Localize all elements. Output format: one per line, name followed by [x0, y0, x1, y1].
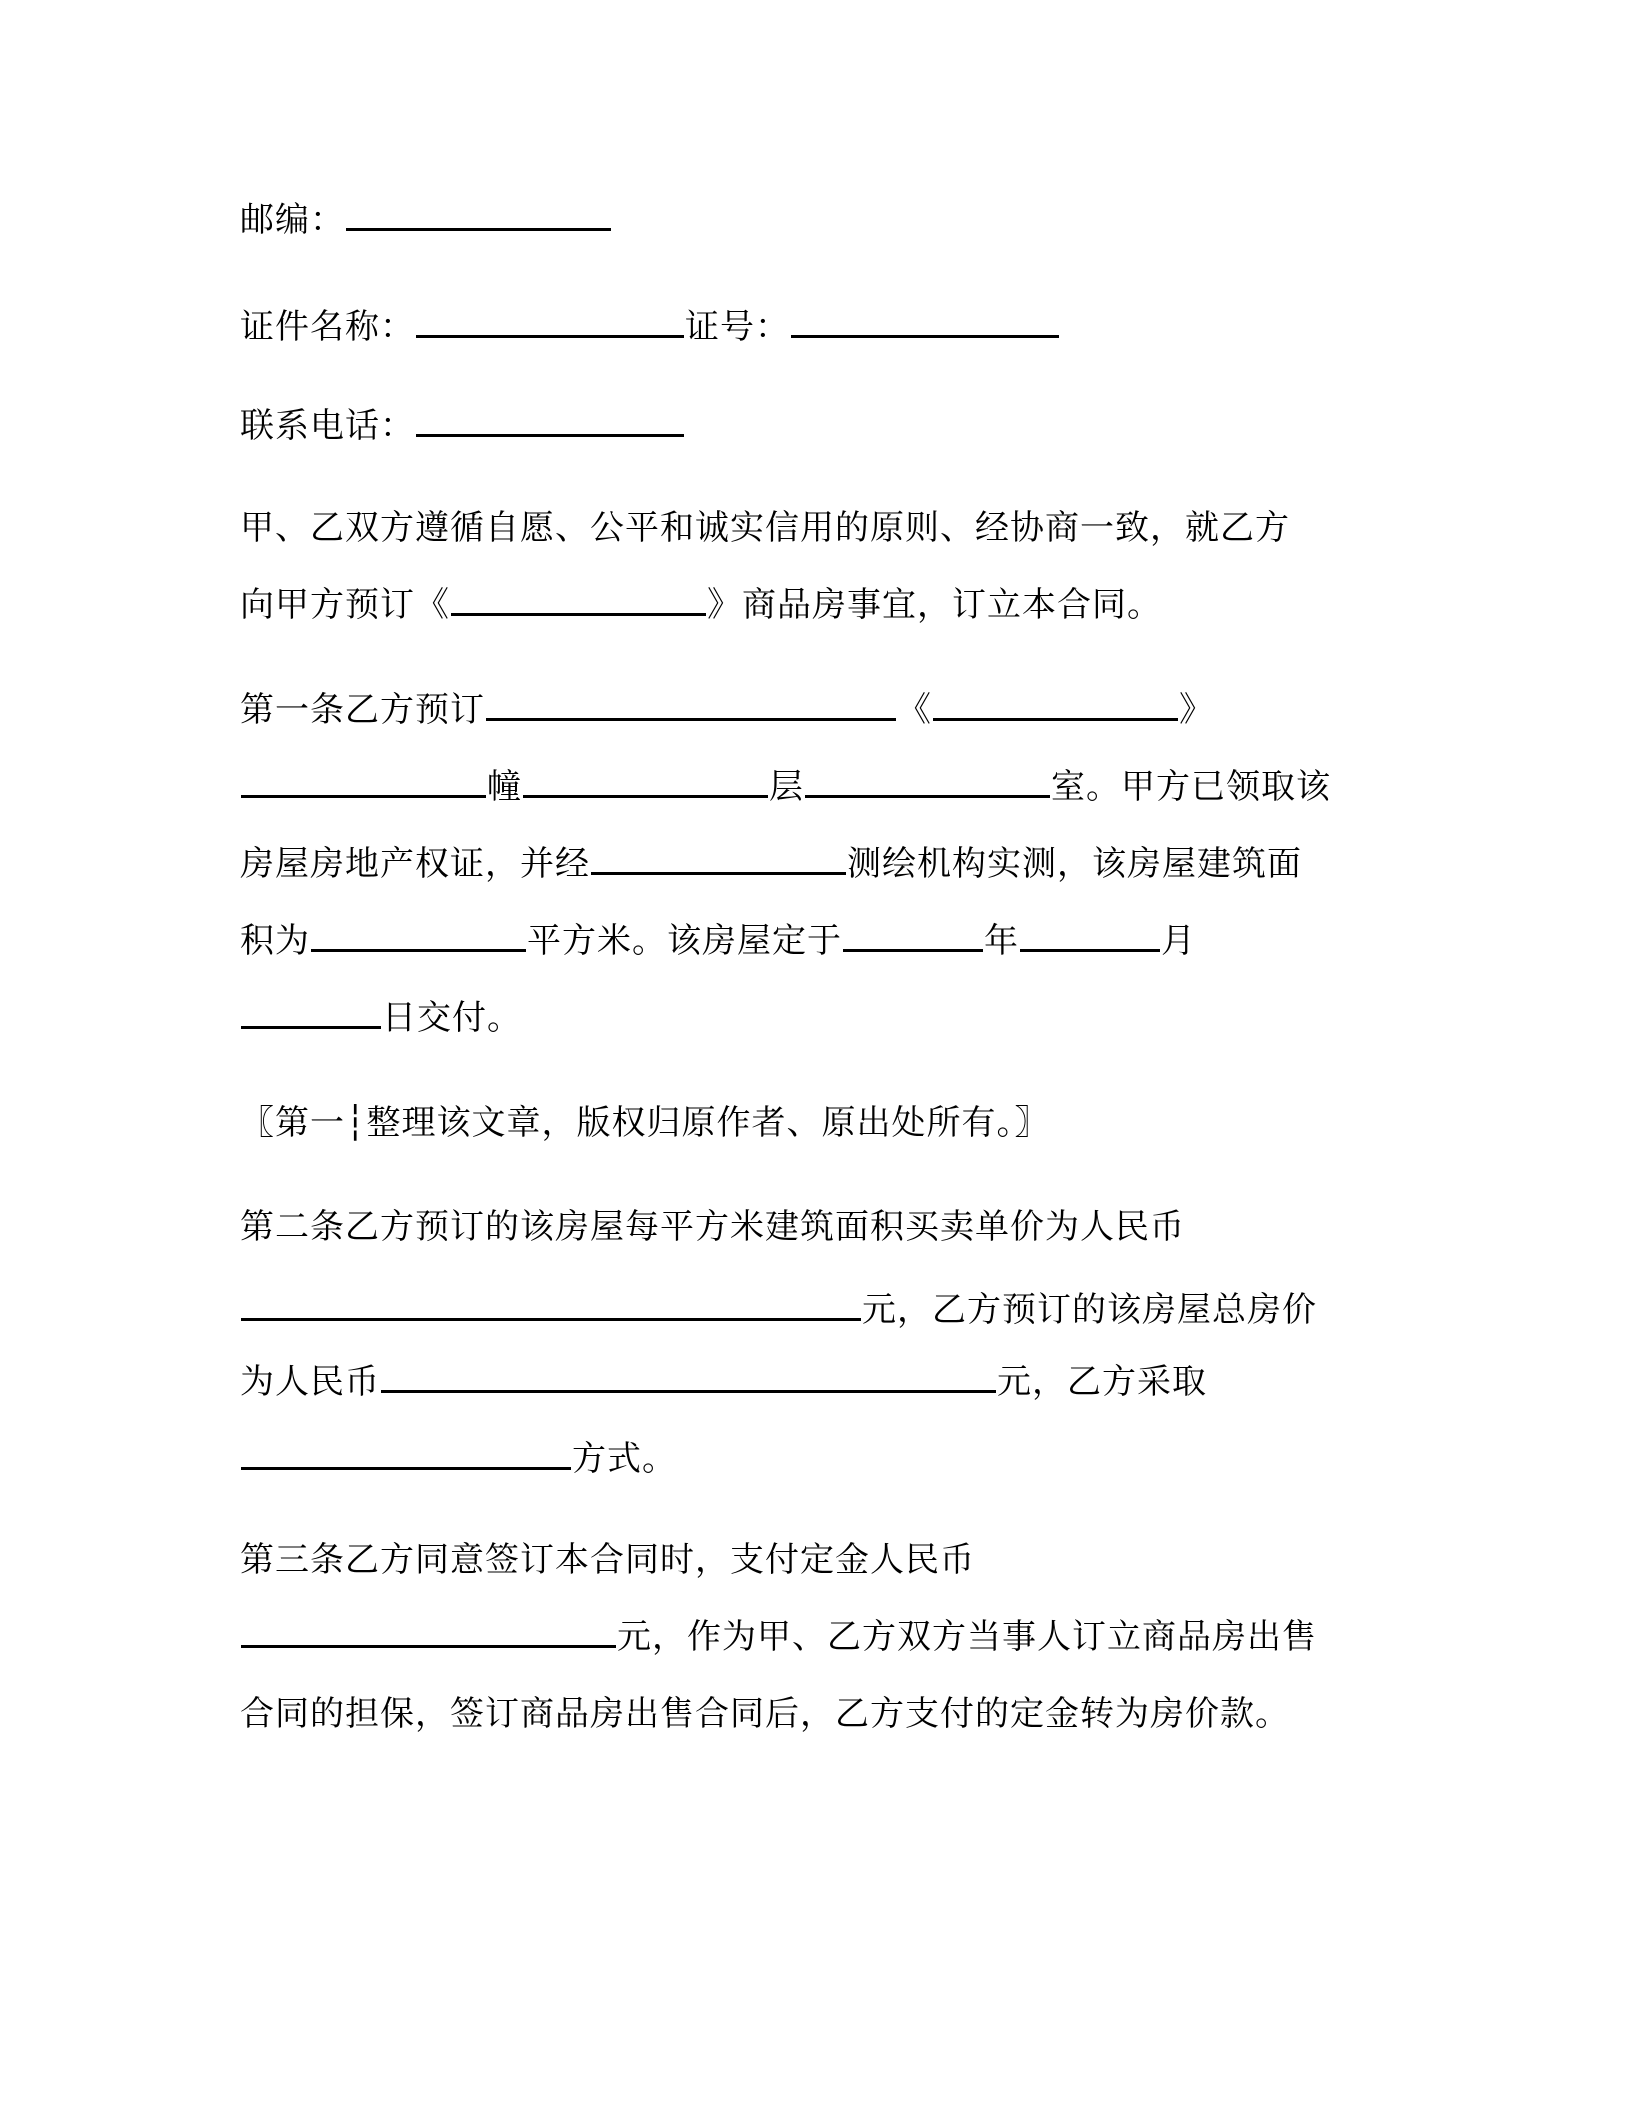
article2-text: 方式。 — [572, 1439, 677, 1479]
id-number-blank[interactable] — [791, 305, 1059, 338]
preamble-text: 向甲方预订《 — [240, 585, 450, 625]
project-name-blank[interactable] — [451, 583, 706, 616]
article3-line-1 — [240, 1536, 975, 1584]
deposit-blank[interactable] — [241, 1615, 616, 1648]
article3-heading: 第三条乙方同意签订本合同时，支付定金人民币 — [240, 1540, 975, 1580]
preamble-text: 甲、乙双方遵循自愿、公平和诚实信用的原则、经协商一致，就乙方 — [240, 508, 1290, 548]
article1-line-4 — [240, 917, 1196, 965]
article3-line-2 — [240, 1613, 1317, 1661]
article1-line-3 — [240, 840, 1302, 888]
article1-line-2 — [240, 763, 1331, 811]
article3-text: 元，作为甲、乙方双方当事人订立商品房出售 — [617, 1617, 1317, 1657]
article2-line-3 — [240, 1358, 1207, 1406]
copyright-note — [240, 1099, 1049, 1147]
preamble-line-2 — [240, 581, 1162, 629]
floor-blank[interactable] — [523, 765, 768, 798]
year-blank[interactable] — [843, 919, 983, 952]
survey-agency-blank[interactable] — [591, 842, 846, 875]
unit-price-blank[interactable] — [241, 1288, 861, 1321]
article3-line-3 — [240, 1690, 1290, 1738]
id-name-label: 证件名称： — [240, 307, 415, 347]
article1-text: 层 — [769, 767, 804, 807]
article2-line-4 — [240, 1435, 677, 1483]
article1-text: 房屋房地产权证，并经 — [240, 844, 590, 884]
article1-text: 积为 — [240, 921, 310, 961]
article1-text: 《 — [897, 690, 932, 730]
article1-text: 平方米。该房屋定于 — [527, 921, 842, 961]
article2-line-1 — [240, 1203, 1185, 1251]
location-blank[interactable] — [486, 688, 896, 721]
article3-text: 合同的担保，签订商品房出售合同后，乙方支付的定金转为房价款。 — [240, 1694, 1290, 1734]
phone-blank[interactable] — [416, 404, 684, 437]
article1-text: 月 — [1161, 921, 1196, 961]
building-blank[interactable] — [241, 765, 486, 798]
total-price-blank[interactable] — [381, 1360, 996, 1393]
note-text: 〖第一┆整理该文章，版权归原作者、原出处所有。〗 — [240, 1103, 1050, 1143]
article2-text: 元，乙方采取 — [997, 1362, 1207, 1402]
postcode-line — [240, 196, 612, 244]
postcode-blank[interactable] — [346, 198, 611, 231]
month-blank[interactable] — [1020, 919, 1160, 952]
day-blank[interactable] — [241, 996, 381, 1029]
id-name-blank[interactable] — [416, 305, 684, 338]
area-blank[interactable] — [311, 919, 526, 952]
postcode-label: 邮编： — [240, 200, 345, 240]
estate-name-blank[interactable] — [933, 688, 1178, 721]
phone-label: 联系电话： — [240, 406, 415, 446]
article2-text: 为人民币 — [240, 1362, 380, 1402]
article2-line-2 — [240, 1286, 1317, 1334]
preamble-text: 》商品房事宜，订立本合同。 — [707, 585, 1162, 625]
article1-text: 幢 — [487, 767, 522, 807]
article1-text: 》 — [1179, 690, 1214, 730]
id-line — [240, 303, 1060, 351]
article1-heading: 第一条乙方预订 — [240, 690, 485, 730]
preamble-line-1 — [240, 504, 1290, 552]
id-number-label: 证号： — [685, 307, 790, 347]
phone-line — [240, 402, 685, 450]
article1-text: 测绘机构实测，该房屋建筑面 — [847, 844, 1302, 884]
article1-line-5 — [240, 994, 522, 1042]
article2-heading: 第二条乙方预订的该房屋每平方米建筑面积买卖单价为人民币 — [240, 1207, 1185, 1247]
article2-text: 元，乙方预订的该房屋总房价 — [862, 1290, 1317, 1330]
room-blank[interactable] — [805, 765, 1050, 798]
article1-line-1 — [240, 686, 1214, 734]
article1-text: 日交付。 — [382, 998, 522, 1038]
article1-text: 年 — [984, 921, 1019, 961]
article1-text: 室。甲方已领取该 — [1051, 767, 1331, 807]
payment-method-blank[interactable] — [241, 1437, 571, 1470]
